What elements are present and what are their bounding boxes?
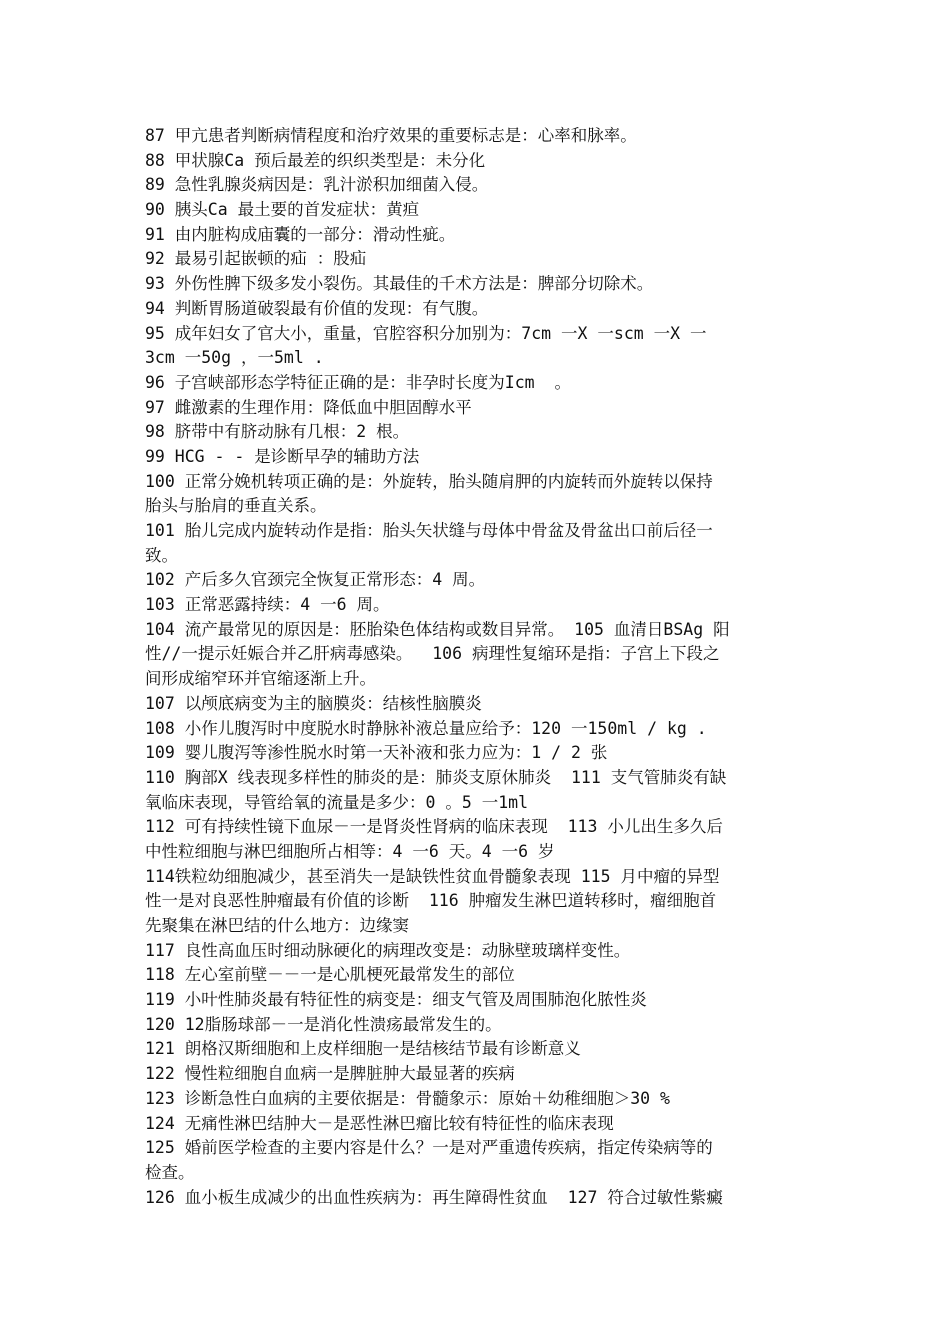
text-line: 117 良性高血压时细动脉硬化的病理改变是：动脉壁玻璃样变性。: [145, 940, 631, 960]
text-line: 致。: [145, 545, 178, 565]
text-line: 88 甲状腺Ca 预后最差的织织类型是：未分化: [145, 150, 486, 170]
text-line: 121 朗格汉斯细胞和上皮样细胞一是结核结节最有诊断意义: [145, 1039, 581, 1059]
text-line: 87 甲亢患者判断病情程度和治疗效果的重要标志是：心率和脉率。: [145, 126, 637, 145]
text-line: 125 婚前医学检查的主要内容是什么？一是对严重遗传疾病，指定传染病等的: [145, 1138, 713, 1158]
text-line: 114铁粒幼细胞减少，甚至消失一是缺铁性贫血骨髓象表现 115 月中瘤的异型: [145, 866, 720, 886]
text-line: 90 胰头Ca 最土要的首发症状：黄疸: [145, 200, 420, 220]
text-line: 102 产后多久官颈完全恢复正常形态：4 周。: [145, 570, 486, 590]
text-line: 性//一提示妊娠合并乙肝病毒感染。 106 病理性复缩环是指：子宫上下段之: [145, 644, 720, 664]
text-line: 先聚集在淋巴结的什么地方：边缘窦: [145, 916, 409, 935]
text-line: 118 左心室前壁－－一是心肌梗死最常发生的部位: [145, 965, 515, 985]
text-line: 110 胸部X 线表现多样性的肺炎的是：肺炎支原休肺炎 111 支气管肺炎有缺: [145, 767, 727, 787]
text-line: 89 急性乳腺炎病因是：乳汁淤积加细菌入侵。: [145, 175, 489, 195]
text-line: 99 HCG - - 是诊断早孕的辅助方法: [145, 446, 420, 466]
text-line: 93 外伤性脾下级多发小裂伤。其最佳的千术方法是：脾部分切除术。: [145, 274, 654, 294]
text-line: 103 正常恶露持续：4 一6 周。: [145, 595, 390, 615]
text-line: 94 判断胃肠道破裂最有价值的发现：有气腹。: [145, 298, 489, 318]
document-body: [145, 124, 811, 1210]
text-line: 119 小叶性肺炎最有特征性的病变是：细支气管及周围肺泡化脓性炎: [145, 990, 647, 1010]
text-line: 性一是对良恶性肿瘤最有价值的诊断 116 肿瘤发生淋巴道转移时，瘤细胞首: [145, 891, 717, 911]
text-line: 98 脐带中有脐动脉有几根：2 根。: [145, 422, 410, 442]
text-line: 122 慢性粒细胞自血病一是脾脏肿大最显著的疾病: [145, 1064, 515, 1084]
text-line: 112 可有持续性镜下血尿－一是肾炎性肾病的临床表现 113 小儿出生多久后: [145, 817, 723, 837]
text-line: 124 无痛性淋巴结肿大－是恶性淋巴瘤比较有特征性的临床表现: [145, 1113, 614, 1133]
text-line: 107 以颅底病变为主的脑膜炎：结核性脑膜炎: [145, 693, 482, 713]
text-line: 126 血小板生成减少的出血性疾病为：再生障碍性贫血 127 符合过敏性紫癜: [145, 1187, 723, 1207]
text-line: 96 子宫峡部形态学特征正确的是：非孕时长度为Icm 。: [145, 372, 571, 392]
text-line: 氧临床表现，导管给氧的流量是多少：0 。5 一1ml: [145, 792, 529, 812]
text-line: 109 婴儿腹泻等渗性脱水时第一天补液和张力应为：1 / 2 张: [145, 743, 608, 763]
text-line: 间形成缩窄环并官缩逐渐上升。: [145, 669, 376, 689]
text-line: 检查。: [145, 1162, 195, 1182]
text-line: 95 成年妇女了官大小，重量，官腔容积分加别为：7cm 一X 一scm 一X 一: [145, 323, 707, 343]
text-line: 123 诊断急性白血病的主要依据是：骨髓象示：原始＋幼稚细胞＞30 %: [145, 1088, 670, 1108]
text-line: 3cm 一50g ，一5ml .: [145, 348, 324, 368]
text-line: 120 12脂肠球部－一是消化性溃疡最常发生的。: [145, 1014, 502, 1034]
text-line: 中性粒细胞与淋巴细胞所占相等：4 一6 天。4 一6 岁: [145, 841, 555, 861]
text-line: 97 雌激素的生理作用：降低血中胆固醇水平: [145, 397, 472, 417]
text-line: 101 胎儿完成内旋转动作是指：胎头矢状缝与母体中骨盆及骨盆出口前后径一: [145, 521, 713, 540]
text-line: 91 由内脏构成庙囊的一部分：滑动性疵。: [145, 224, 456, 244]
text-line: 胎头与胎肩的垂直关系。: [145, 496, 327, 516]
text-line: 104 流产最常见的原因是：胚胎染色体结构或数目异常。 105 血清日BSAg 阳: [145, 619, 730, 639]
text-line: 108 小作儿腹泻时中度脱水时静脉补液总量应给予：120 一150ml / kg .: [145, 718, 707, 738]
text-line: 92 最易引起嵌顿的疝 ：股疝: [145, 249, 367, 269]
text-line: 100 正常分娩机转项正确的是：外旋转，胎头随肩胛的内旋转而外旋转以保持: [145, 471, 713, 491]
